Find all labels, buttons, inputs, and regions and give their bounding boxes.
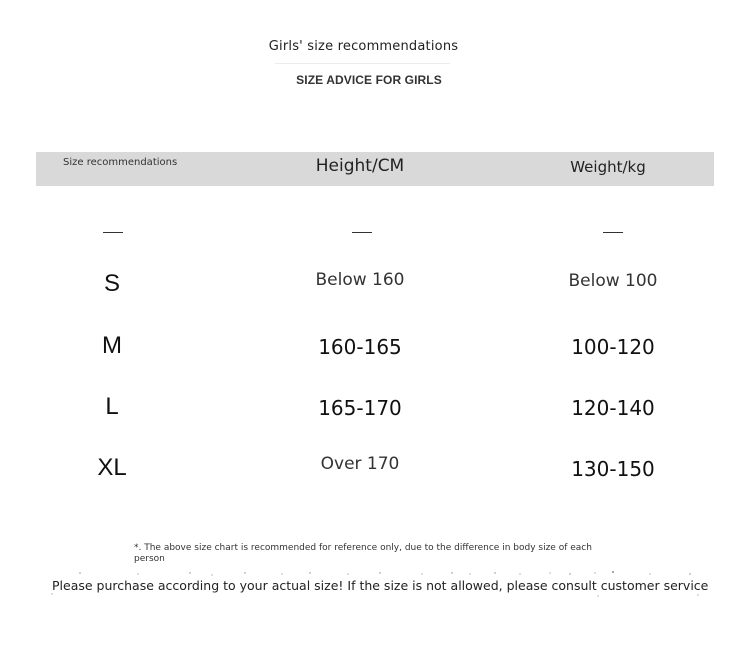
size-cell-s: S: [103, 270, 120, 297]
separator-dash: [603, 232, 623, 233]
header-height: Height/CM: [315, 156, 405, 176]
header-size: Size recommendations: [63, 157, 178, 168]
title-divider: [275, 63, 450, 64]
weight-cell-xl: 130-150: [571, 457, 655, 481]
weight-cell-s: Below 100: [568, 271, 658, 291]
height-cell-xl: Over 170: [320, 454, 400, 474]
separator-dash: [103, 232, 123, 233]
separator-dash: [352, 232, 372, 233]
page-title: Girls' size recommendations: [268, 39, 459, 54]
height-cell-m: 160-165: [318, 335, 402, 359]
size-cell-xl: XL: [97, 454, 127, 481]
page-subtitle: SIZE ADVICE FOR GIRLS: [296, 73, 442, 87]
size-cell-m: M: [102, 332, 122, 359]
header-weight: Weight/kg: [570, 158, 646, 176]
weight-cell-m: 100-120: [571, 335, 655, 359]
height-cell-l: 165-170: [318, 396, 402, 420]
height-cell-s: Below 160: [315, 270, 405, 290]
reference-note: *. The above size chart is recommended for reference only, due to the difference in body size of each person: [134, 543, 592, 564]
purchase-note: Please purchase according to your actual size! If the size is not allowed, please consult customer service: [52, 578, 709, 593]
weight-cell-l: 120-140: [571, 396, 655, 420]
size-cell-l: L: [105, 393, 119, 420]
